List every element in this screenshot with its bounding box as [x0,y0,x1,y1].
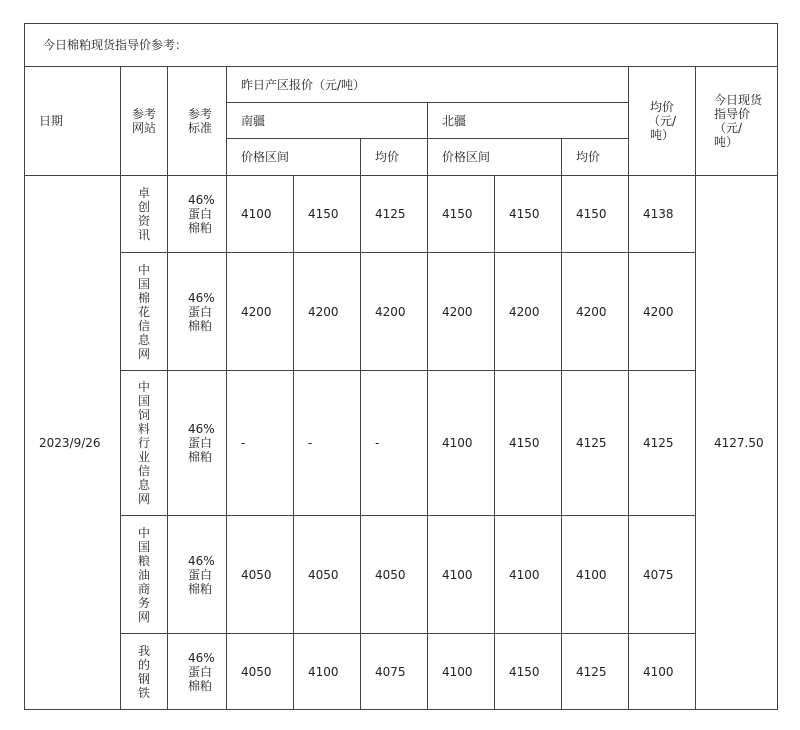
standard-cell: 46% 蛋白 棉粕 [168,253,227,371]
north-high-cell: 4200 [495,253,562,371]
table-row [25,516,778,634]
header-site: 参考 网站 [121,67,168,176]
south-high-cell: 4150 [294,176,361,253]
standard-cell: 46% 蛋白 棉粕 [168,516,227,634]
table-row [25,253,778,371]
avg-cell: 4200 [629,253,696,371]
header-standard: 参考 标准 [168,67,227,176]
south-high-cell: - [294,371,361,516]
header-north: 北疆 [428,103,629,139]
header-south: 南疆 [227,103,428,139]
south-avg-cell: 4200 [361,253,428,371]
north-avg-cell: 4200 [562,253,629,371]
north-high-cell: 4150 [495,634,562,710]
table-row [25,634,778,710]
south-high-cell: 4050 [294,516,361,634]
north-low-cell: 4150 [428,176,495,253]
table-row [25,176,778,253]
south-high-cell: 4100 [294,634,361,710]
guide-value-cell: 4127.50 [696,176,778,710]
north-avg-cell: 4100 [562,516,629,634]
standard-cell: 46% 蛋白 棉粕 [168,634,227,710]
site-cell: 我 的 钢 铁 [121,634,168,710]
north-low-cell: 4100 [428,371,495,516]
header-overall-avg: 均价 （元/ 吨） [629,67,696,176]
site-cell: 中 国 棉 花 信 息 网 [121,253,168,371]
south-avg-cell: 4050 [361,516,428,634]
header-south-avg: 均价 [361,139,428,176]
standard-cell: 46% 蛋白 棉粕 [168,176,227,253]
avg-cell: 4075 [629,516,696,634]
north-avg-cell: 4125 [562,634,629,710]
south-low-cell: 4050 [227,516,294,634]
site-cell: 中 国 粮 油 商 务 网 [121,516,168,634]
avg-cell: 4100 [629,634,696,710]
south-avg-cell: 4075 [361,634,428,710]
north-avg-cell: 4125 [562,371,629,516]
north-avg-cell: 4150 [562,176,629,253]
south-avg-cell: - [361,371,428,516]
south-avg-cell: 4125 [361,176,428,253]
table-row [25,371,778,516]
north-low-cell: 4200 [428,253,495,371]
south-low-cell: 4050 [227,634,294,710]
header-guide-price: 今日现货 指导价 （元/ 吨） [696,67,778,176]
south-high-cell: 4200 [294,253,361,371]
site-cell: 卓 创 资 讯 [121,176,168,253]
standard-cell: 46% 蛋白 棉粕 [168,371,227,516]
avg-cell: 4125 [629,371,696,516]
north-high-cell: 4150 [495,176,562,253]
header-yesterday-quote: 昨日产区报价（元/吨） [227,67,629,103]
header-north-avg: 均价 [562,139,629,176]
north-high-cell: 4100 [495,516,562,634]
south-low-cell: 4200 [227,253,294,371]
header-north-range: 价格区间 [428,139,562,176]
avg-cell: 4138 [629,176,696,253]
table-caption: 今日棉粕现货指导价参考： [25,24,778,67]
north-high-cell: 4150 [495,371,562,516]
north-low-cell: 4100 [428,634,495,710]
south-low-cell: - [227,371,294,516]
header-date: 日期 [25,67,121,176]
price-table [24,23,778,710]
date-cell: 2023/9/26 [25,176,121,710]
site-cell: 中 国 饲 料 行 业 信 息 网 [121,371,168,516]
header-south-range: 价格区间 [227,139,361,176]
south-low-cell: 4100 [227,176,294,253]
north-low-cell: 4100 [428,516,495,634]
